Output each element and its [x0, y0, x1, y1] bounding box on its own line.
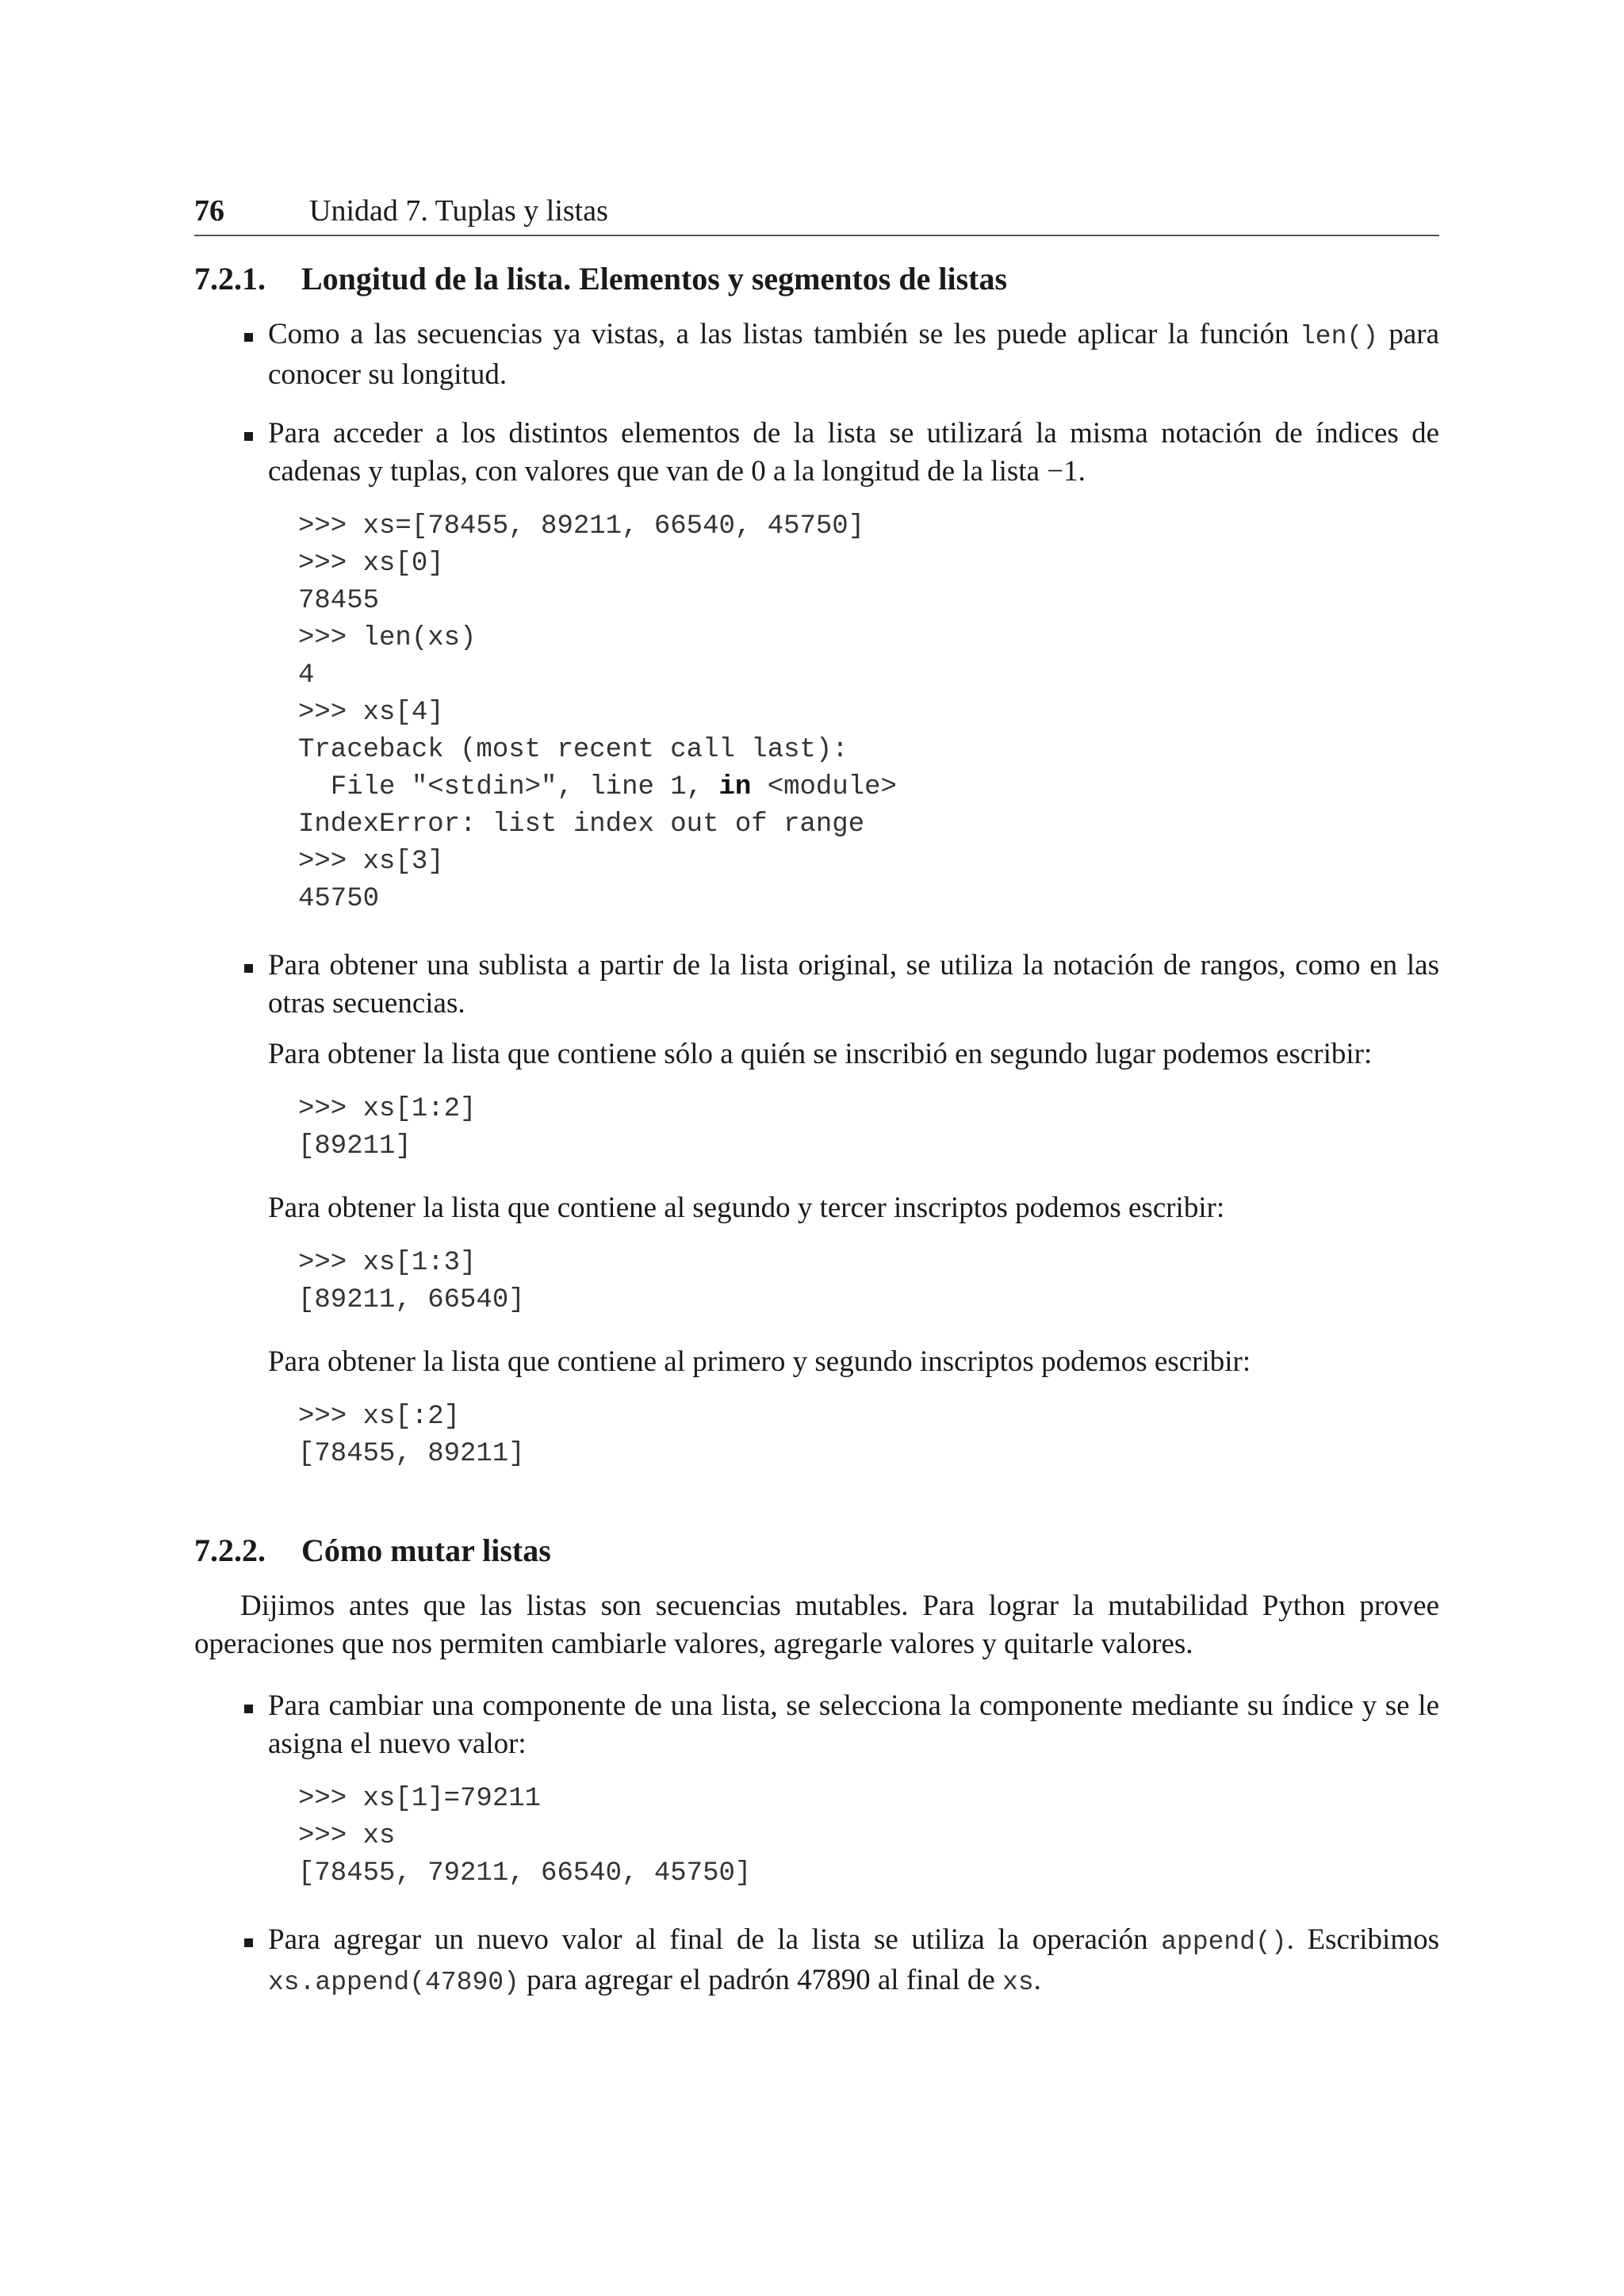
section-heading-7-2-2	[194, 1529, 1439, 1573]
code-line: >>> xs=[78455, 89211, 66540, 45750]	[298, 511, 865, 541]
bullet-list-7-2-1	[194, 316, 1439, 1473]
code-text: File "<stdin>", line 1,	[298, 772, 719, 802]
code-line: [78455, 79211, 66540, 45750]	[298, 1858, 752, 1888]
section-number: 7.2.1.	[194, 261, 266, 297]
paragraph	[268, 1921, 1439, 2002]
code-line: >>> xs	[298, 1821, 396, 1851]
code-block-slice-3	[298, 1399, 1439, 1473]
keyword: in	[718, 772, 752, 802]
bullet-list-7-2-2	[194, 1687, 1439, 2002]
code-line: 78455	[298, 586, 380, 616]
text: para conocer su longitud.	[268, 318, 1440, 391]
code-line: >>> xs[1:2]	[298, 1094, 477, 1124]
running-head	[194, 190, 1439, 236]
code-line: [89211]	[298, 1131, 412, 1161]
bullet-len	[194, 316, 1439, 394]
section-heading-7-2-1	[194, 257, 1439, 301]
inline-code: append()	[1161, 1927, 1287, 1957]
code-text: <module>	[751, 772, 897, 802]
code-line: >>> len(xs)	[298, 623, 477, 653]
paragraph: Para cambiar una componente de una lista, se selecciona la componente mediante su índice y se le asigna el nuevo valor:	[268, 1689, 1439, 1760]
inline-code: xs	[1002, 1968, 1034, 1997]
paragraph	[268, 316, 1439, 394]
section-title: Longitud de la lista. Elementos y segmentos de listas	[301, 261, 1008, 297]
bullet-append	[194, 1921, 1439, 2002]
code-line: >>> xs[:2]	[298, 1402, 461, 1432]
paragraph: Para obtener la lista que contiene al primero y segundo inscriptos podemos escribir:	[268, 1345, 1251, 1378]
section-number: 7.2.2.	[194, 1533, 266, 1568]
text: Como a las secuencias ya vistas, a las listas también se les puede aplicar la función	[268, 318, 1300, 350]
code-line: IndexError: list index out of range	[298, 809, 865, 840]
text: para agregar el padrón 47890 al final de	[519, 1964, 1003, 1996]
code-line: >>> xs[1]=79211	[298, 1784, 542, 1814]
paragraph: Para obtener la lista que contiene sólo a quién se inscribió en segundo lugar podemos escribir:	[268, 1038, 1373, 1070]
text: Para agregar un nuevo valor al final de la lista se utiliza la operación	[268, 1923, 1162, 1956]
text: . Escribimos	[1286, 1923, 1439, 1956]
code-line-file	[298, 769, 1439, 806]
code-line: [89211, 66540]	[298, 1285, 525, 1315]
code-line: 45750	[298, 884, 380, 914]
code-line: >>> xs[0]	[298, 549, 444, 579]
paragraph: Para acceder a los distintos elementos de la lista se utilizará la misma notación de índices de cadenas y tuplas, con valores que van de 0 a la longitud de la lista −1.	[268, 417, 1439, 488]
code-line: 4	[298, 660, 315, 691]
paragraph: Para obtener una sublista a partir de la lista original, se utiliza la notación de rangos, como en las otras secuencias.	[268, 949, 1439, 1020]
page-number: 76	[194, 194, 224, 228]
code-block-slice-2	[298, 1245, 1439, 1319]
code-block-slice-1	[298, 1091, 1439, 1165]
bullet-indexing	[194, 415, 1439, 918]
code-block-indexing	[298, 508, 1439, 918]
code-line: [78455, 89211]	[298, 1439, 525, 1469]
code-line: >>> xs[4]	[298, 698, 444, 728]
code-line: >>> xs[1:3]	[298, 1248, 477, 1278]
code-block-assign	[298, 1781, 1439, 1892]
page	[194, 190, 1439, 2022]
paragraph: Para obtener la lista que contiene al segundo y tercer inscriptos podemos escribir:	[268, 1192, 1225, 1224]
bullet-slicing	[194, 947, 1439, 1473]
chapter-title: Unidad 7. Tuplas y listas	[309, 194, 608, 228]
inline-code: len()	[1300, 322, 1379, 351]
bullet-assign	[194, 1687, 1439, 1892]
code-line: >>> xs[3]	[298, 847, 444, 877]
code-line: Traceback (most recent call last):	[298, 735, 848, 765]
inline-code: xs.append(47890)	[268, 1968, 519, 1997]
text: .	[1033, 1964, 1041, 1996]
section-title: Cómo mutar listas	[301, 1533, 551, 1568]
intro-paragraph: Dijimos antes que las listas son secuencias mutables. Para lograr la mutabilidad Python provee operaciones que nos permiten cambiarle valores, agregarle valores y quitarle valores.	[194, 1590, 1439, 1660]
